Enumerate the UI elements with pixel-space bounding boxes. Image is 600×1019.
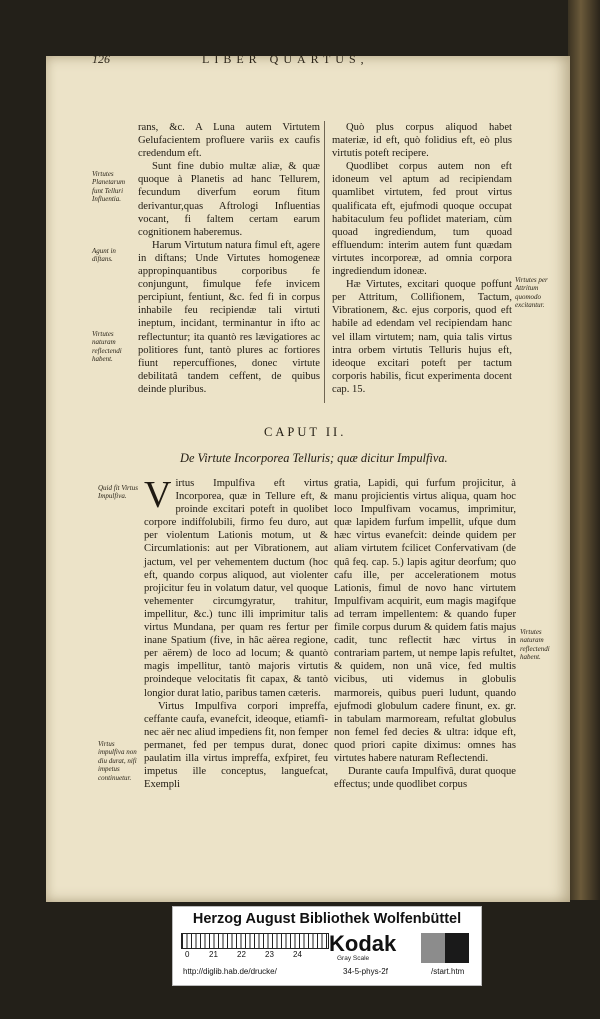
paragraph: rans, &c. A Luna autem Virtutem Gelufacientem profluere variis ex caufis credendum eft. <box>138 122 320 160</box>
left-column-top <box>138 121 320 396</box>
paragraph <box>144 474 328 700</box>
chapter-left-column <box>144 474 328 791</box>
ruler-tick: 0 <box>185 950 190 959</box>
margin-note: Quid fit Virtus Impulfiva. <box>98 484 138 501</box>
gray-patch <box>421 933 445 963</box>
source-url: http://diglib.hab.de/drucke/ <box>183 967 277 976</box>
right-column-top <box>332 121 512 396</box>
column-divider <box>324 121 325 403</box>
running-title: LIBER QUARTUS, <box>202 52 369 66</box>
library-name: Herzog August Bibliothek Wolfenbüttel <box>192 911 462 927</box>
shelfmark: 34-5-phys-2f <box>343 967 388 976</box>
gray-patch <box>445 933 469 963</box>
kodak-logo: Kodak <box>329 931 397 956</box>
paragraph: Virtus Impulfiva corpori impreffa, ceffante caufa, evanefcit, ideoque, etiamfi-nec aër nec aliud impediens fit, non femper permanet, fed per tempus durat, donec paulatim illa virtus impreffa, exfpiret, feu impetus ille conceptus, languefcat, Exempli <box>144 700 328 791</box>
paragraph: Harum Virtutum natura fimul eft, agere in diftans; Unde Virtutes homogeneæ appropinquantibus corporibus fe conjungunt, fimulque fefe invicem percipiunt, fentiunt, &c. fed fi in corpus inhabile feu recipiendæ tali virtuti ineptum, incidant, terminantur in ifto ac reflectuntur; ita quantò res lævigatiores ac politiores funt, tantò plures ac fortiores fiunt repercuffiones, donec virtute debilitatâ tandem ceffent, de quibus deinde pluribus. <box>138 239 320 395</box>
page-number: 126 <box>92 52 110 66</box>
paragraph: Hæ Virtutes, excitari quoque poffunt per Attritum, Collifionem, Tactum, Vibrationem, &c. ejus corporis, quod eft habile ad edendam vel recipiendam hanc vel illam virtutem; nam, quia talis virtus intra orbem virtutis Telluris hujus eft, ideoque excitari poteft per tactum corporis habilis, ficut experimenta docent cap. 15. <box>332 279 512 395</box>
paragraph: Quodlibet corpus autem non eft idoneum vel aptum ad recipiendam quamlibet virtutem, fed prout virtus qualificata eft, ejufmodi quoque occupat habitaculum feu poflidet materiam, cùm quoad ingrediendum, tum quoad effluendum: interim autem funt quædam virtutes incorporeæ, ad omnia corpora ingrediendum idoneæ. <box>332 161 512 278</box>
drop-cap: V <box>144 474 172 516</box>
ruler-tick: 23 <box>265 950 274 959</box>
chapter-heading: CAPUT II. <box>264 425 347 439</box>
paragraph: gratia, Lapidi, qui furfum projicitur, à manu projicientis virtus aliqua, quam hoc loco Impulfivam vocamus, imprimitur, quæ lapidem furfum impellit, ufque dum hæc virtus evanefcit: deinde quidem per aliam virtutem fcilicet Confervativam (de quâ feq. cap. 5.) lapis agitur deorfum; quo cafu ille, per accelerationem motus Lationis, fimul de novo hanc virtutem Impulfivam acquirit, eum magis magifque ad terram impellentem: & quando fuper fimile corpus durum & quidem fatis majus cadit, tunc reflectit hæc virtus in contrariam partem, ut nempe lapis refultet, & quidem, non unâ vice, fed multis vicibus, uti videmus in globulis marmoreis, quibus pueri ludunt, quando ejufmodi globulum cadere finunt, ex. gr. in tabulam marmoream, refultat globulus non femel fed decies & ultra: idque eft, quod priori capite diximus: omnes has virtutes habere naturam Reflectendi. <box>334 478 516 764</box>
ruler-tick: 24 <box>293 950 302 959</box>
scale-ruler <box>181 933 329 949</box>
paragraph-text: irtus Impulfiva eft virtus Incorporea, quæ in Tellure eft, & proinde excitari poteft in quolibet corpore indiffolubili, firmo feu duro, aut per violentum Lationis motum, ut & Circumlationis: aut per Vibrationem, aut jactum, vel per vehementem ductum (hoc eft, quando corpus aliquod, aut violenter projicitur feu in volatum datur, vel quoque vehementer circumgyratur, trahitur, impellitur, &c.) tunc illi imprimitur talis virtus Mundana, per quam res fertur per inane Spatium (five, in hâc aërea regione, per aërem) de loco ad locum; & quantò magis impellitur, tantò majoris virtutis proindeque velocitatis fit capax, & tantò longior durat latio, paribus tamen cæteris. <box>144 478 328 699</box>
margin-note: Virtutes per Attritum quomodo excitantur. <box>515 276 548 310</box>
paragraph: Quò plus corpus aliquod habet materiæ, id eft, quò folidius eft, eò plus virtutis poteft recipere. <box>332 122 512 160</box>
margin-note: Virtutes naturam reflectendi habent. <box>520 628 550 662</box>
ruler-tick: 21 <box>209 950 218 959</box>
gray-scale-label: Gray Scale <box>337 955 370 962</box>
margin-note: Virtus impulfiva non diu durat, nifi impetus continuetur. <box>98 740 137 782</box>
start-link: /start.htm <box>431 967 465 976</box>
paragraph: Durante caufa Impulfivâ, durat quoque effectus; unde quodlibet corpus <box>334 766 516 791</box>
running-head <box>92 52 452 68</box>
paragraph: Sunt fine dubio multæ aliæ, & quæ quoque à Planetis ad hanc Tellurem, fecundum diverfum eorum fitum derivantur,quas Aftrologi Influentias vocant, fi faltem certam earum cognitionem haberemus. <box>138 161 320 238</box>
scan-color-strip <box>172 906 482 986</box>
chapter-subheading: De Virtute Incorporea Telluris; quæ dicitur Impulfiva. <box>180 451 448 465</box>
margin-note: Virtutes naturam reflectendi habent. <box>92 330 122 364</box>
book-spine <box>568 0 600 900</box>
margin-note: Virtutes Planetarum funt Telluri Influentia. <box>92 170 126 204</box>
margin-note: Agunt in diftans. <box>92 247 116 264</box>
chapter-right-column <box>334 477 516 791</box>
ruler-tick: 22 <box>237 950 246 959</box>
